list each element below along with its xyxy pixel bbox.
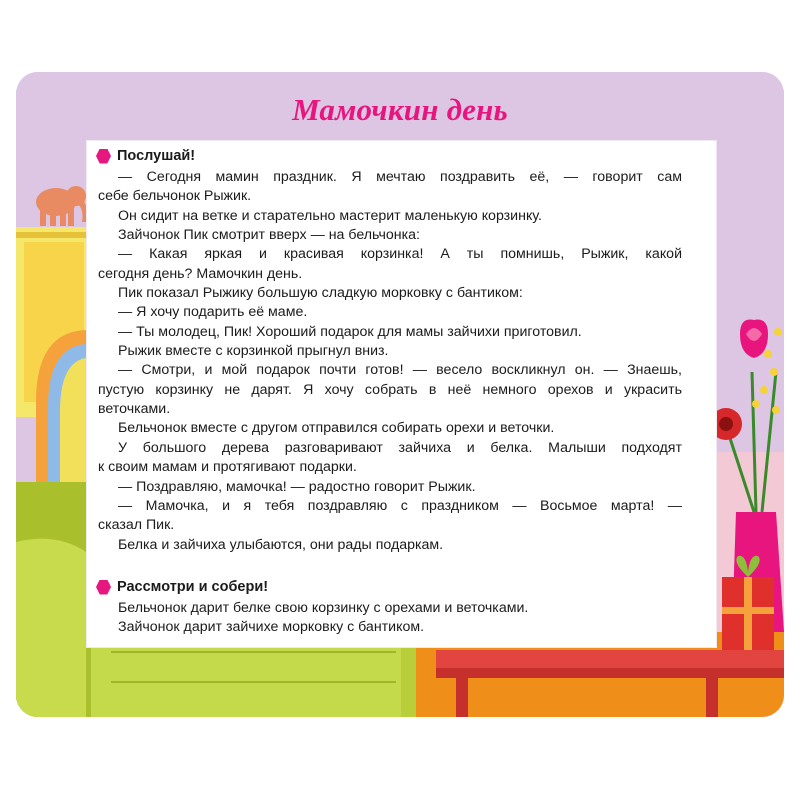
task-text	[98, 599, 682, 638]
hexagon-bullet-icon	[96, 580, 111, 595]
story-paragraph: Он сидит на ветке и старательно мастерит маленькую корзинку.	[118, 207, 542, 224]
story-paragraph: Пик показал Рыжику большую сладкую морковку с бантиком:	[118, 285, 523, 302]
story-line: пустую корзинку не дарят. Я хочу собрать в неё немного орехов и украсить	[98, 381, 682, 398]
story-text	[98, 168, 682, 555]
story-paragraph: — Поздравляю, мамочка! — радостно говорит Рыжик.	[118, 478, 476, 495]
story-line: сегодня день? Мамочкин день.	[98, 265, 303, 282]
section-listen-heading	[96, 148, 195, 164]
story-paragraph: Белка и зайчиха улыбаются, они рады подаркам.	[118, 536, 444, 553]
story-paragraph	[98, 168, 682, 207]
task-line: Бельчонок дарит белке свою корзинку с орехами и веточками.	[118, 600, 529, 616]
story-paragraph: — Ты молодец, Пик! Хороший подарок для мамы зайчихи приготовил.	[118, 323, 582, 340]
section-assemble-title: Рассмотри и собери!	[117, 579, 269, 595]
story-line: У большого дерева разговаривают зайчиха и белка. Малыши подходят	[118, 439, 682, 456]
story-line: — Сегодня мамин праздник. Я мечтаю поздравить её, — говорит сам	[118, 169, 682, 185]
story-paragraph: Бельчонок вместе с другом отправился собирать орехи и веточки.	[118, 420, 555, 437]
story-line: сказал Пик.	[98, 517, 175, 534]
story-paragraph	[98, 245, 682, 284]
section-listen-title: Послушай!	[117, 148, 196, 164]
story-line: — Мамочка, и я тебя поздравляю с праздником — Восьмое марта! —	[118, 497, 682, 514]
story-line: к своим мамам и протягивают подарки.	[98, 459, 357, 476]
section-assemble-heading	[96, 579, 268, 595]
story-paragraph	[98, 361, 682, 419]
story-paragraph: — Я хочу подарить её маме.	[118, 304, 308, 321]
story-paragraph: Рыжик вместе с корзинкой прыгнул вниз.	[118, 343, 389, 360]
hexagon-bullet-icon	[96, 149, 111, 164]
task-line: Зайчонок дарит зайчихе морковку с бантиком.	[118, 619, 425, 636]
story-paragraph	[98, 439, 682, 478]
story-paragraph	[98, 497, 682, 536]
story-line: — Какая яркая и красивая корзинка! А ты помнишь, Рыжик, какой	[118, 246, 682, 263]
page-title: Мамочкин день	[292, 92, 508, 127]
story-line: — Смотри, и мой подарок почти готов! — весело воскликнул он. — Знаешь,	[118, 362, 682, 379]
story-line: себе бельчонок Рыжик.	[98, 188, 252, 205]
story-paragraph: Зайчонок Пик смотрит вверх — на бельчонка:	[118, 227, 420, 244]
story-line: веточками.	[98, 401, 171, 418]
